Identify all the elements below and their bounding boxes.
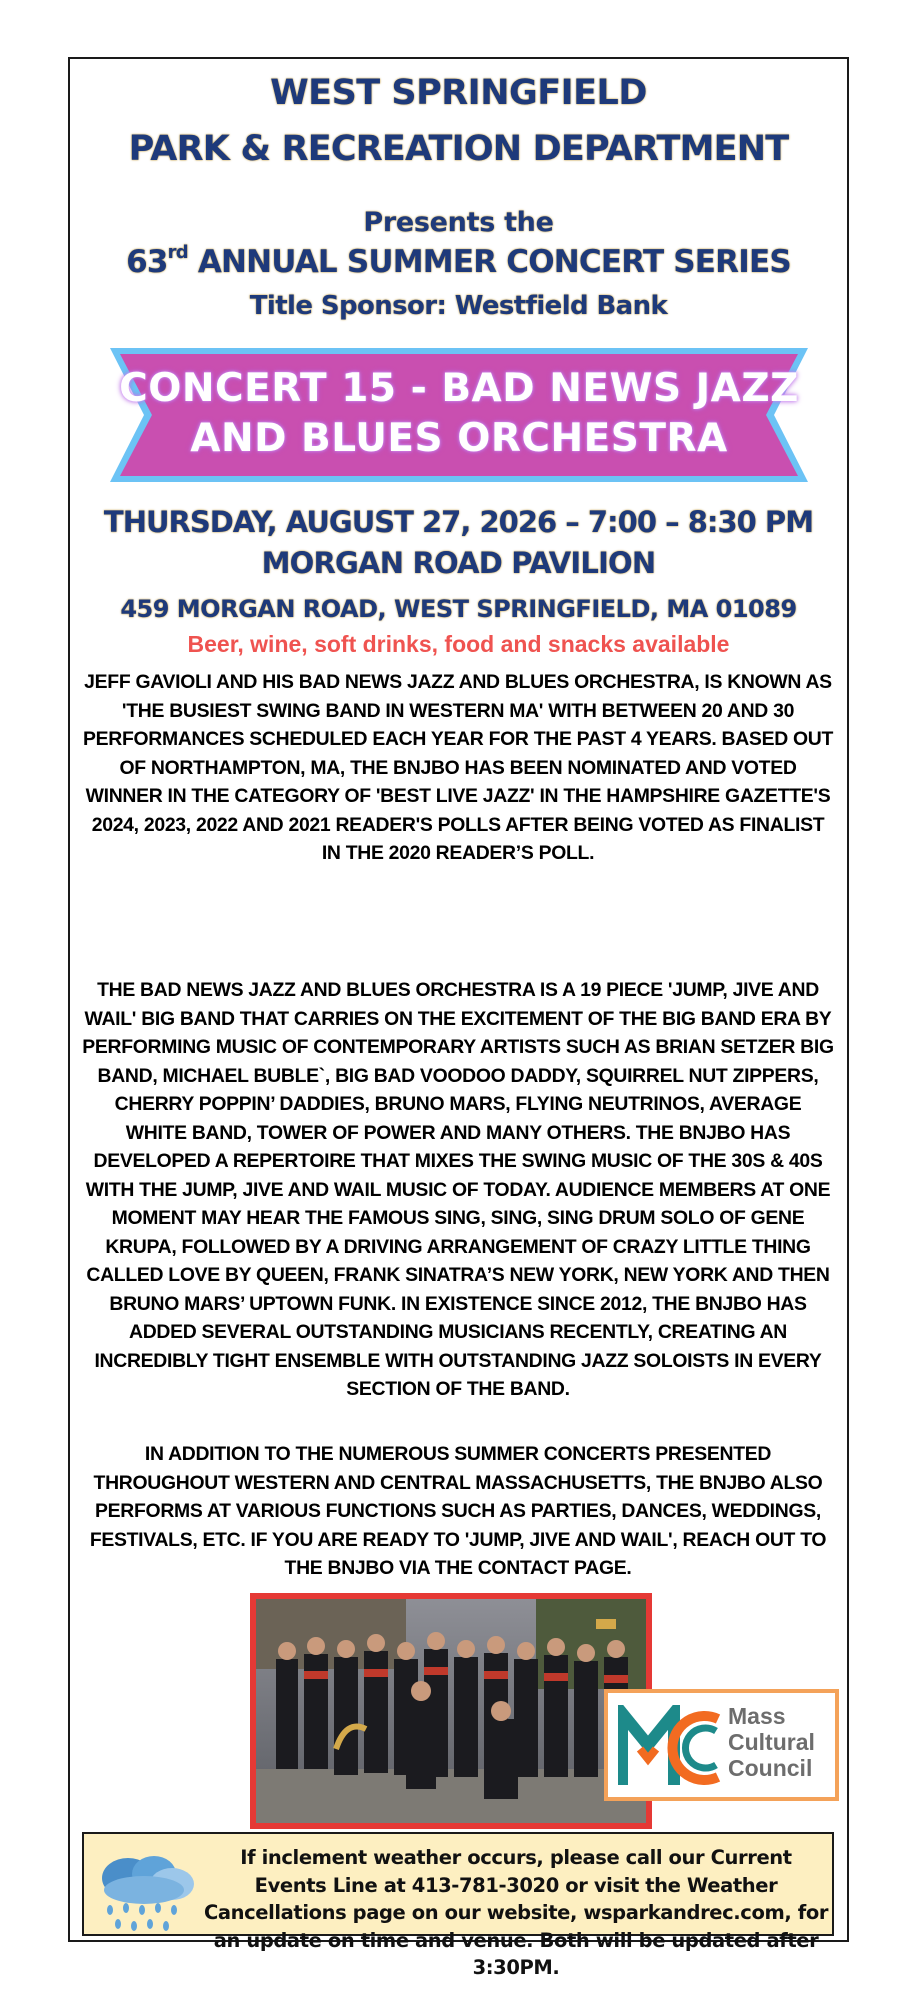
band-photo [250, 1593, 652, 1829]
presents-label: Presents the [363, 207, 554, 238]
series-number: 63 [126, 244, 168, 280]
description-paragraph-2: THE BAD NEWS JAZZ AND BLUES ORCHESTRA IS A 19 PIECE 'JUMP, JIVE AND WAIL' BIG BAND THAT CARRIES ON THE EXCITEMENT OF THE BIG BAND ERA BY PERFORMING MUSIC OF CONTEMPORARY ARTISTS SUCH AS BRIAN SETZER BIG BAND, MICHAEL BUBLE`, BIG BAD VOODOO DADDY, SQUIRREL NUT ZIPPERS, CHERRY POPPIN’ DADDIES, BRUNO MARS, FLYING NEUTRINOS, AVERAGE WHITE BAND, TOWER OF POWER AND MANY OTHERS. THE BNJBO HAS DEVELOPED A REPERTOIRE THAT MIXES THE SWING MUSIC OF THE 30S & 40S WITH THE JUMP, JIVE AND WAIL MUSIC OF TODAY. AUDIENCE MEMBERS AT ONE MOMENT MAY HEAR THE FAMOUS SING, SING, SING DRUM SOLO OF GENE KRUPA, FOLLOWED BY A DRIVING ARRANGEMENT OF CRAZY LITTLE THING CALLED LOVE BY QUEEN, FRANK SINATRA’S NEW YORK, NEW YORK AND THEN BRUNO MARS’ UPTOWN FUNK. IN EXISTENCE SINCE 2012, THE BNJBO HAS ADDED SEVERAL OUTSTANDING MUSICIANS RECENTLY, CREATING AN INCREDIBLY TIGHT ENSEMBLE WITH OUTSTANDING JAZZ SOLOISTS IN EVERY SECTION OF THE BAND. [82, 979, 834, 1400]
banner-line2: AND BLUES ORCHESTRA [190, 416, 728, 461]
series-title [70, 242, 847, 280]
org-name-line2: PARK & RECREATION DEPARTMENT [128, 129, 789, 169]
event-datetime: THURSDAY, AUGUST 27, 2026 – 7:00 – 8:30 PM [103, 505, 814, 539]
mcc-wordmark [728, 1703, 815, 1781]
mass-cultural-council-logo [604, 1689, 839, 1801]
rain-cloud-icon [88, 1850, 200, 1936]
title-sponsor: Title Sponsor: Westfield Bank [249, 291, 668, 321]
weather-notice-text: If inclement weather occurs, please call our Current Events Line at 413-781-3020 or visit the Weather Cancellations page on our website, wsparkandrec.com, for an update on time and venue. Both will be updated after 3:30PM. [203, 1846, 829, 1979]
mcc-logo-mark [618, 1705, 722, 1789]
flyer-frame [68, 57, 849, 1979]
event-address: 459 MORGAN ROAD, WEST SPRINGFIELD, MA 01089 [120, 595, 797, 623]
event-venue: MORGAN ROAD PAVILION [261, 546, 656, 580]
concert-banner [106, 346, 812, 484]
description-paragraph-3: IN ADDITION TO THE NUMEROUS SUMMER CONCERTS PRESENTED THROUGHOUT WESTERN AND CENTRAL MASSACHUSETTS, THE BNJBO ALSO PERFORMS AT VARIOUS FUNCTIONS SUCH AS PARTIES, DANCES, WEDDINGS, FESTIVALS, ETC. IF YOU ARE READY TO 'JUMP, JIVE AND WAIL', REACH OUT TO THE BNJBO VIA THE CONTACT PAGE. [89, 1443, 827, 1579]
mcc-word-council: Council [728, 1755, 813, 1781]
banner-title [106, 364, 812, 464]
org-name-line1: WEST SPRINGFIELD [270, 73, 647, 113]
mcc-word-cultural: Cultural [728, 1729, 815, 1755]
series-suffix: rd [167, 242, 188, 263]
description-paragraph-1: JEFF GAVIOLI AND HIS BAD NEWS JAZZ AND BLUES ORCHESTRA, IS KNOWN AS 'THE BUSIEST SWING BAND IN WESTERN MA' WITH BETWEEN 20 AND 30 PERFORMANCES SCHEDULED EACH YEAR FOR THE PAST 4 YEARS. BASED OUT OF NORTHAMPTON, MA, THE BNJBO HAS BEEN NOMINATED AND VOTED WINNER IN THE CATEGORY OF 'BEST LIVE JAZZ' IN THE HAMPSHIRE GAZETTE'S 2024, 2023, 2022 AND 2021 READER'S POLLS AFTER BEING VOTED AS FINALIST IN THE 2020 READER’S POLL. [82, 671, 834, 864]
band-photo-illustration [256, 1599, 646, 1823]
event-amenities: Beer, wine, soft drinks, food and snacks available [187, 631, 730, 657]
banner-line1: CONCERT 15 - BAD NEWS JAZZ [119, 366, 799, 411]
weather-notice-box [82, 1832, 834, 1979]
mcc-word-mass: Mass [728, 1703, 786, 1729]
series-name: ANNUAL SUMMER CONCERT SERIES [197, 244, 791, 280]
